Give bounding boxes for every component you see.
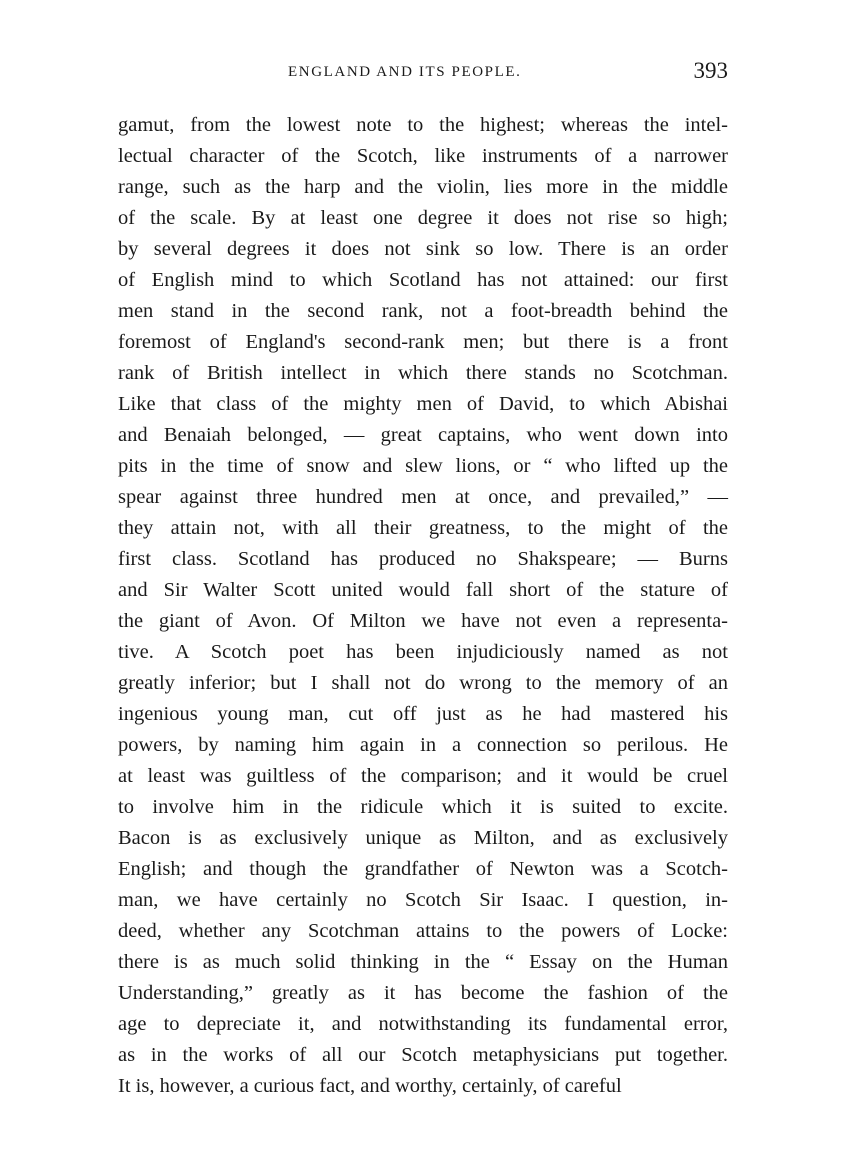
text-line: ingenious young man, cut off just as he had mastered his — [118, 703, 728, 725]
text-line: to involve him in the ridicule which it is suited to excite. — [118, 796, 728, 818]
text-line: of the scale. By at least one degree it does not rise so high; — [118, 207, 728, 229]
text-line: and Sir Walter Scott united would fall short of the stature of — [118, 579, 728, 601]
text-line: spear against three hundred men at once, and prevailed,” — — [118, 486, 728, 508]
text-line: the giant of Avon. Of Milton we have not even a representa- — [118, 610, 728, 632]
text-line: foremost of England's second-rank men; but there is a front — [118, 331, 728, 353]
page-number: 393 — [693, 58, 728, 83]
text-line: pits in the time of snow and slew lions, or “ who lifted up the — [118, 455, 728, 477]
text-line: at least was guiltless of the comparison; and it would be cruel — [118, 765, 728, 787]
text-line: Like that class of the mighty men of David, to which Abishai — [118, 393, 728, 415]
text-line: English; and though the grandfather of Newton was a Scotch- — [118, 858, 728, 880]
text-line: powers, by naming him again in a connection so perilous. He — [118, 734, 728, 756]
text-line: gamut, from the lowest note to the highest; whereas the intel- — [118, 114, 728, 136]
text-line: men stand in the second rank, not a foot-breadth behind the — [118, 300, 728, 322]
text-line: as in the works of all our Scotch metaphysicians put together. — [118, 1044, 728, 1066]
text-line: Bacon is as exclusively unique as Milton, and as exclusively — [118, 827, 728, 849]
text-line: greatly inferior; but I shall not do wrong to the memory of an — [118, 672, 728, 694]
text-line: lectual character of the Scotch, like instruments of a narrower — [118, 145, 728, 167]
running-title: ENGLAND AND ITS PEOPLE. — [288, 64, 522, 80]
text-line: range, such as the harp and the violin, lies more in the middle — [118, 176, 728, 198]
text-line: and Benaiah belonged, — great captains, who went down into — [118, 424, 728, 446]
text-line: rank of British intellect in which there stands no Scotchman. — [118, 362, 728, 384]
text-line: there is as much solid thinking in the “ Essay on the Human — [118, 951, 728, 973]
text-line: Understanding,” greatly as it has become the fashion of the — [118, 982, 728, 1004]
text-line: of English mind to which Scotland has not attained: our first — [118, 269, 728, 291]
text-line: age to depreciate it, and notwithstanding its fundamental error, — [118, 1013, 728, 1035]
text-line: first class. Scotland has produced no Shakspeare; — Burns — [118, 548, 728, 570]
text-line: It is, however, a curious fact, and worthy, certainly, of careful — [118, 1075, 622, 1097]
text-line: man, we have certainly no Scotch Sir Isaac. I question, in- — [118, 889, 728, 911]
body-text — [118, 110, 728, 1102]
text-line: deed, whether any Scotchman attains to the powers of Locke: — [118, 920, 728, 942]
page-header — [118, 58, 728, 88]
text-line: tive. A Scotch poet has been injudiciously named as not — [118, 641, 728, 663]
text-line: by several degrees it does not sink so low. There is an order — [118, 238, 728, 260]
text-line: they attain not, with all their greatness, to the might of the — [118, 517, 728, 539]
